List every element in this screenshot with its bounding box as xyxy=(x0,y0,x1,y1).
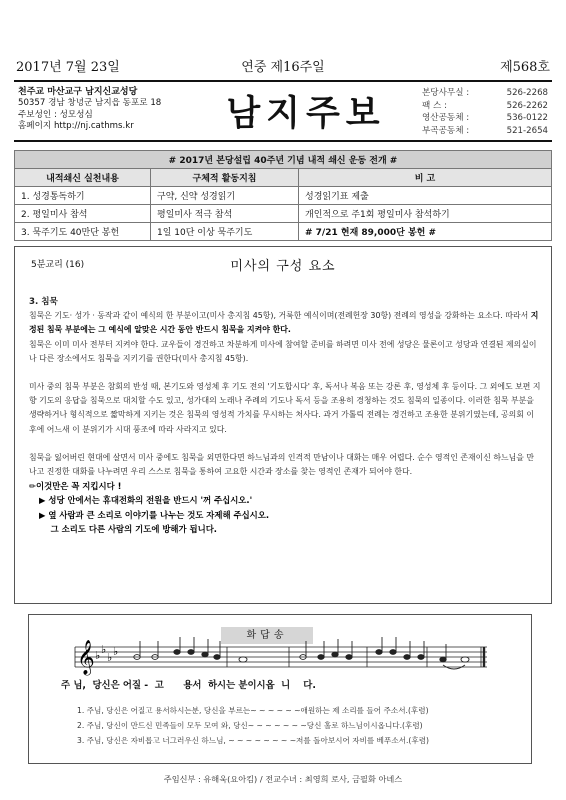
col-header: 비 고 xyxy=(299,169,552,187)
table-cell: 1. 성경통독하기 xyxy=(15,187,151,205)
reminder-heading: ✏이것만은 꼭 지킵시다 ! xyxy=(29,481,122,492)
col-header: 구체적 활동지침 xyxy=(151,169,299,187)
bulletin-title: 남지주보 xyxy=(226,94,386,134)
paragraph: 침묵을 잃어버린 현대에 살면서 미사 중에도 침묵을 외면한다면 하느님과의 인격적 만남이나 대화는 매우 어렵다. 순수 영적인 존재이신 하느님을 만나고 진정한 대화를 나누려면 우리 스스로 침묵을 통하여 고요한 시간과 장소를 찾는 영적인 존재가 되어야 한다. xyxy=(29,452,535,477)
article-title: 미사의 구성 요소 xyxy=(230,259,336,274)
treble-clef-icon: 𝄞 xyxy=(77,640,95,675)
contact-label: 영산공동체 : xyxy=(422,113,470,124)
reminder-item: ▶ 성당 안에서는 휴대전화의 전원을 반드시 '꺼 주십시오.' xyxy=(39,495,253,506)
parish-homepage[interactable]: 홈페이지 http://nj.cathms.kr xyxy=(18,121,134,132)
table-cell: # 7/21 현재 89,000단 봉헌 # xyxy=(299,223,552,241)
clergy-footer: 주임신부 : 유해욱(요아킴) / 전교수녀 : 최영희 로사, 금필화 아녜스 xyxy=(163,774,403,784)
contact-value: 521-2654 xyxy=(506,125,548,136)
catechism-article xyxy=(14,246,552,604)
notes xyxy=(134,637,469,669)
paragraph: 침묵은 이미 미사 전부터 지켜야 한다. 교우들이 경건하고 차분하게 미사에 참여할 준비를 하려면 미사 전에 성당은 물론이고 성당과 연결된 제의실이나 다른 장소에서도 침묵을 지키기를 권한다(미사 총지침 45항). xyxy=(29,339,537,363)
contact-label: 본당사무실 : xyxy=(422,88,470,98)
reminder-item: 그 소리도 다른 사람의 기도에 방해가 됩니다. xyxy=(39,523,217,534)
col-header: 내적쇄신 실천내용 xyxy=(15,169,151,187)
table-cell: 3. 묵주기도 40만단 봉헌 xyxy=(15,223,151,241)
responsorial-psalm xyxy=(28,614,532,764)
key-signature-flats xyxy=(95,643,118,664)
refrain-lyric: 주 님, 당신은 어질 - 고 용서 하시는 분이시옵 니 다. xyxy=(61,680,316,691)
contact-label: 부곡공동체 : xyxy=(422,125,470,136)
staff-lines xyxy=(75,647,487,667)
section-heading: 3. 침묵 xyxy=(29,297,58,307)
renewal-table xyxy=(14,150,552,241)
contact-row xyxy=(422,87,548,100)
svg-text:♭: ♭ xyxy=(95,649,101,662)
masthead xyxy=(14,80,552,142)
table-cell: 개인적으로 주1회 평일미사 참석하기 xyxy=(299,205,552,223)
renewal-slogan: # 2017년 본당설립 40주년 기념 내적 쇄신 운동 전개 # xyxy=(15,151,552,169)
issue-info-line xyxy=(14,56,552,74)
verse: 2. 주님, 당신이 만드신 민족들이 모두 모여 와, 당신~ ~ ~ ~ ~ ~ ~당신 홀로 하느님이시옵니다.(후렴) xyxy=(77,721,423,730)
issue-date: 2017년 7월 23일 xyxy=(16,60,120,75)
table-cell: 구약, 신약 성경읽기 xyxy=(151,187,299,205)
svg-text:♭: ♭ xyxy=(113,645,119,658)
verse: 3. 주님, 당신은 자비롭고 너그러우신 하느님, ~ ~ ~ ~ ~ ~ ~ ~저를 돌아보시어 자비를 베푸소서.(후렴) xyxy=(77,736,430,745)
article-category: 5분교리 (16) xyxy=(31,260,85,270)
table-row xyxy=(15,187,552,205)
contact-label: 팩 스 : xyxy=(422,100,447,111)
article-body xyxy=(29,295,541,536)
table-cell: 평일미사 적극 참석 xyxy=(151,205,299,223)
verse-list xyxy=(77,703,429,748)
reminder-item: ▶ 옆 사람과 큰 소리로 이야기를 나누는 것도 자제해 주십시오. xyxy=(39,509,270,520)
contact-list xyxy=(422,87,548,137)
paragraph-text: 침묵은 기도· 성가 · 동작과 같이 예식의 한 부분이고(미사 총지침 45항), 거룩한 예식이며(전례헌장 30항) 전례의 영성을 강화하는 요소다. 따라서 xyxy=(29,311,531,321)
liturgical-week: 연중 제16주일 xyxy=(241,60,325,75)
contact-row xyxy=(422,112,548,125)
table-row xyxy=(15,205,552,223)
paragraph xyxy=(29,309,541,337)
hymn-title: 화답송 xyxy=(221,627,313,644)
issue-number: 제568호 xyxy=(500,60,550,75)
svg-text:♭: ♭ xyxy=(101,643,107,656)
svg-text:♭: ♭ xyxy=(107,651,113,664)
table-row xyxy=(15,223,552,241)
contact-value: 536-0122 xyxy=(506,113,548,124)
parish-patron: 주보성인 : 성모성심 xyxy=(18,109,93,120)
contact-value: 526-2268 xyxy=(506,88,548,98)
table-cell: 2. 평일미사 참석 xyxy=(15,205,151,223)
parish-info xyxy=(18,87,208,133)
verse: 1. 주님, 당신은 어질고 용서하시는분, 당신을 부르는~ ~ ~ ~ ~ ~애원하는 제 소리를 들어 주소서.(후렴) xyxy=(77,706,429,715)
contact-row xyxy=(422,100,548,113)
parish-address: 50357 경남 창녕군 남지읍 동포로 18 xyxy=(18,98,162,109)
contact-row xyxy=(422,125,548,138)
parish-name: 천주교 마산교구 남지신교성당 xyxy=(18,87,138,97)
contact-value: 526-2262 xyxy=(506,100,548,111)
paragraph: 미사 중의 침묵 부분은 참회의 반성 때, 본기도와 영성체 후 기도 전의 '기도합시다' 후, 독서나 복음 또는 강론 후, 영성체 후 등이다. 그 외에도 보편 지향 기도의 응답을 침묵으로 대치할 수도 있고, 성가대의 노래나 주례의 기도나 독서 등을 조용히 경청하는 것도 침묵의 일종이다. 이러한 침묵 부분을 생략하거나 형식적으로 짧막하게 지키는 것은 침묵의 영성적 가치를 무시하는 처사다. 과거 가톨릭 전례는 경건하고 조용한 분위기였는데, 공의회 이후에 어느새 이 분위기가 시대 풍조에 따라 사라지고 있다. xyxy=(29,382,541,434)
table-cell: 성경읽기표 제출 xyxy=(299,187,552,205)
table-cell: 1일 10단 이상 묵주기도 xyxy=(151,223,299,241)
emphasis-text: 지정된 침묵 부분에는 그 예식에 알맞은 시간 동안 반드시 침묵을 지켜야 한다. xyxy=(29,311,539,335)
